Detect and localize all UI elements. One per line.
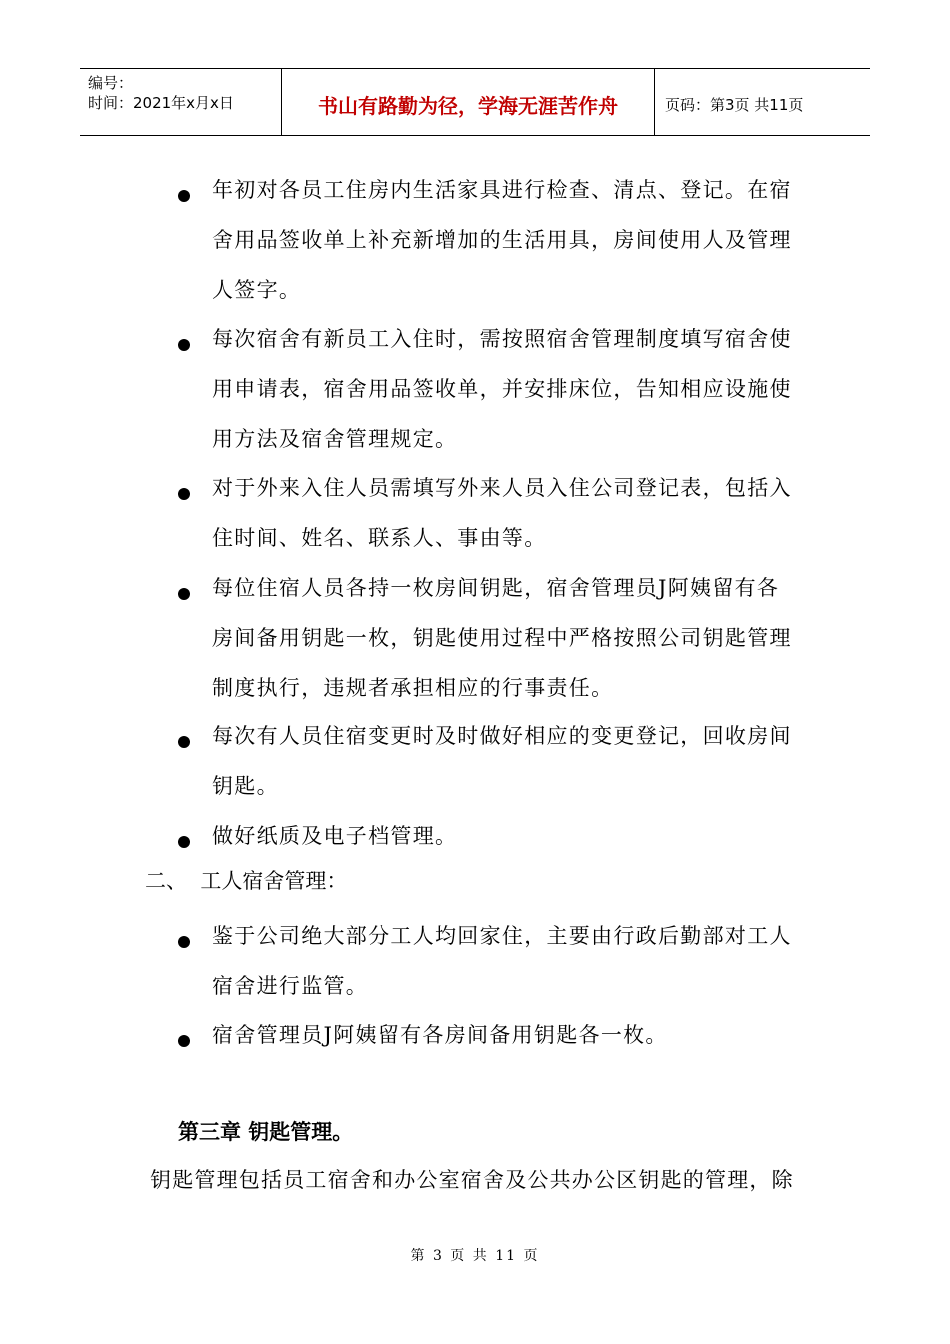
- bullet-dot-icon: [178, 588, 190, 600]
- page-info: 页码：第3页 共11页: [665, 95, 804, 114]
- bullet-dot-icon: [178, 836, 190, 848]
- bullet-text: [212, 165, 812, 315]
- bullet-text: [212, 911, 812, 1011]
- bullet-text: [212, 711, 812, 811]
- document-header: [80, 68, 870, 136]
- bullet-line: 每次宿舍有新员工入住时，需按照宿舍管理制度填写宿舍使: [212, 327, 792, 351]
- page-footer: 第 3 页 共 11 页: [410, 1248, 540, 1264]
- bullet-text: [212, 811, 812, 861]
- bullet-text: [212, 563, 812, 713]
- chapter-heading: 第三章 钥匙管理。: [178, 1120, 354, 1144]
- bullet-line: 钥匙。: [212, 774, 279, 798]
- bullet-line: 对于外来入住人员需填写外来人员入住公司登记表，包括入: [212, 476, 792, 500]
- bullet-line: 房间备用钥匙一枚，钥匙使用过程中严格按照公司钥匙管理: [212, 626, 792, 650]
- bullet-line: 舍用品签收单上补充新增加的生活用具，房间使用人及管理: [212, 228, 792, 252]
- bullet-dot-icon: [178, 1035, 190, 1047]
- bullet-line: 鉴于公司绝大部分工人均回家住，主要由行政后勤部对工人: [212, 924, 792, 948]
- bullet-line: 人签字。: [212, 278, 302, 302]
- bullet-line: 用申请表，宿舍用品签收单，并安排床位，告知相应设施使: [212, 377, 792, 401]
- number-label: 编号：: [88, 74, 134, 92]
- bullet-dot-icon: [178, 488, 190, 500]
- bullet-line: 住时间、姓名、联系人、事由等。: [212, 526, 547, 550]
- bullet-line: 用方法及宿舍管理规定。: [212, 427, 458, 451]
- bullet-dot-icon: [178, 190, 190, 202]
- bullet-dot-icon: [178, 936, 190, 948]
- bullet-text: [212, 314, 812, 464]
- header-motto-cell: [282, 69, 655, 135]
- bullet-dot-icon: [178, 339, 190, 351]
- bullet-line: 年初对各员工住房内生活家具进行检查、清点、登记。在宿: [212, 178, 792, 202]
- header-page-cell: [655, 69, 870, 135]
- bullet-dot-icon: [178, 736, 190, 748]
- bullet-line: 每次有人员住宿变更时及时做好相应的变更登记，回收房间: [212, 724, 792, 748]
- bullet-line: 宿舍进行监管。: [212, 974, 369, 998]
- chapter-paragraph: 钥匙管理包括员工宿舍和办公室宿舍及公共办公区钥匙的管理，除: [150, 1168, 794, 1192]
- motto-text: 书山有路勤为径，学海无涯苦作舟: [318, 93, 618, 118]
- bullet-line: 做好纸质及电子档管理。: [212, 824, 458, 848]
- section-heading-2: 二、 工人宿舍管理：: [145, 869, 348, 893]
- bullet-text: [212, 463, 812, 563]
- bullet-line: 制度执行，违规者承担相应的行事责任。: [212, 676, 614, 700]
- bullet-line: 每位住宿人员各持一枚房间钥匙，宿舍管理员J阿姨留有各: [212, 576, 780, 600]
- time-label: 时间：2021年x月x日: [88, 94, 234, 112]
- header-meta-cell: [80, 69, 282, 135]
- bullet-text: [212, 1010, 812, 1060]
- bullet-line: 宿舍管理员J阿姨留有各房间备用钥匙各一枚。: [212, 1023, 668, 1047]
